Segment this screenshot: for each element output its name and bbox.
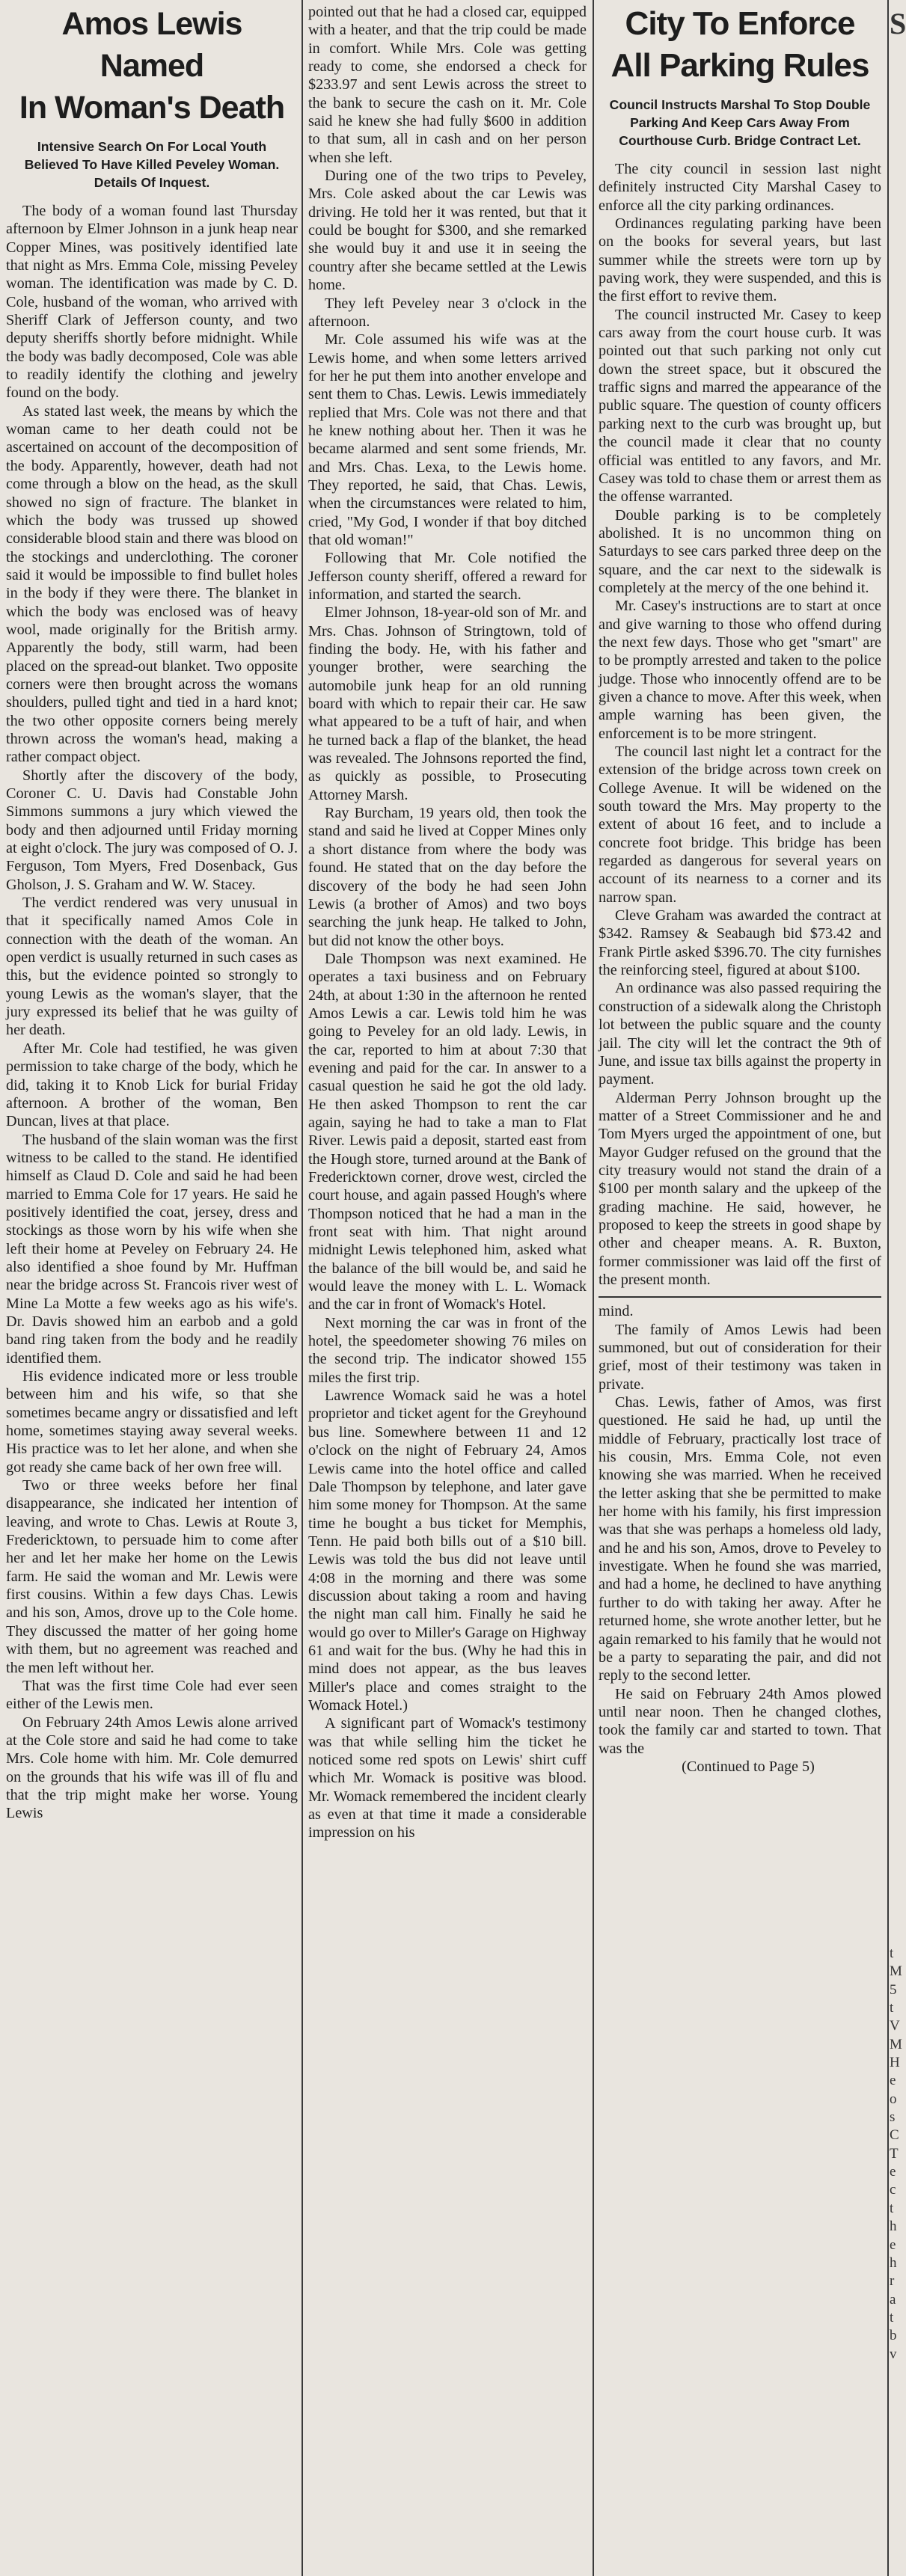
cut-off-letter: 5 — [890, 1981, 897, 1998]
headline-line-1: Amos Lewis Named — [61, 6, 242, 84]
paragraph: They left Peveley near 3 o'clock in the afternoon. — [308, 295, 587, 330]
paragraph: A significant part of Womack's testimony was that while selling him the ticket he noticed some red spots on Lewis' shirt cuff which Mr. Womack is positive was blood. Mr. Womack remembered the incident clearly as even at that time it made a considerable impression on his — [308, 1715, 587, 1841]
paragraph: pointed out that he had a closed car, equipped with a heater, and that the trip could be made in comfort. While Mrs. Cole was getting ready to come, she endorsed a check for $233.97 and sent Lewis across the street to the bank to secure the cash on it. Mr. Cole said he knew she had fully $600 in addition to that sum, all in cash and on her person when she left. — [308, 4, 587, 166]
cut-off-letter: e — [890, 2164, 896, 2180]
cut-off-letter: V — [890, 2018, 900, 2034]
subheadline: Intensive Search On For Local Youth Believed To Have Killed Peveley Woman. Details Of Inquest. — [24, 139, 280, 190]
paragraph: Cleve Graham was awarded the contract at $342. Ramsey & Seabaugh bid $73.42 and Frank Pirtle asked $396.70. The city furnishes the reinforcing steel, figured at about $100. — [599, 907, 881, 979]
paragraph: The body of a woman found last Thursday afternoon by Elmer Johnson in a junk heap near Copper Mines, was positively identified late that night as Mrs. Emma Cole, missing Peveley woman. The identification was made by C. D. Cole, husband of the woman, who arrived with Sheriff Clark of Jefferson county, and two deputy sheriffs shortly before midnight. While the body was badly decomposed, Cole was able to readily identify the clothing and jewelry found on the body. — [6, 203, 298, 402]
amos-lewis-article-continued — [308, 3, 587, 2569]
article-body — [599, 160, 881, 1289]
cut-off-letter: C — [890, 2127, 899, 2144]
headline-line-2: In Woman's Death — [19, 90, 285, 126]
cut-off-text — [890, 1945, 902, 2364]
paragraph: The husband of the slain woman was the first witness to be called to the stand. He identified himself as Claud D. Cole and said he had been married to Emma Cole for 17 years. He said he positively identified the coat, jersey, dress and stockings as those worn by his wife when she left their home at Peveley on February 24. He also identified a shoe found by Mr. Huffman near the bridge across St. Francois river west of Mine La Motte a few weeks ago as his wife's. Dr. Davis showed him an earbob and a gold band ring taken from the body and he readily identified them. — [6, 1131, 298, 1367]
cut-off-letter: t — [890, 2200, 894, 2216]
article-body — [6, 202, 298, 1823]
headline-line-1: City To Enforce — [625, 5, 855, 42]
paragraph: Next morning the car was in front of the hotel, the speedometer showing 76 miles on the second trip. The indicator showed 155 miles the first trip. — [308, 1314, 587, 1386]
cut-off-letter: M — [890, 1963, 902, 1980]
cut-off-letter: T — [890, 2145, 899, 2162]
paragraph: That was the first time Cole had ever seen either of the Lewis men. — [6, 1677, 298, 1713]
article-continuation — [599, 1302, 881, 1758]
paragraph: After Mr. Cole had testified, he was given permission to take charge of the body, which he did, taking it to Knob Lick for burial Friday afternoon. A brother of the woman, Ben Duncan, lives at that place. — [6, 1040, 298, 1130]
paragraph: His evidence indicated more or less trouble between him and his wife, so that she sometimes became angry or dissatisfied and left home, sometimes staying away several weeks. His practice was to let her alone, and when she got ready she came back of her own free will. — [6, 1368, 298, 1476]
column-rule — [887, 0, 889, 2576]
paragraph: Dale Thompson was next examined. He operates a taxi business and on February 24th, at about 1:30 in the afternoon he rented Amos Lewis a car. Lewis told him he was going to Peveley for an old lady. Lewis, in the car, reported to him at about 7:30 that evening and paid for the car. In answer to a casual question he said he got the old lady. He then asked Thompson to rent the car again, saying he had to take a man to Flat River. Lewis paid a deposit, started east from the Hough store, turned around at the Bank of Fredericktown corner, drove west, circled the court house, and again passed Hough's where Thompson noticed that he had a man in the front seat with him. That night around midnight Lewis telephoned him, asked what the balance of the bill would be, and said he would leave the money with L. L. Womack and the car in front of Womack's Hotel. — [308, 950, 587, 1313]
paragraph: Shortly after the discovery of the body, Coroner C. U. Davis had Constable John Simmons summons a jury which viewed the body and then adjourned until Friday morning at eight o'clock. The jury was composed of O. J. Ferguson, Tom Myers, Fred Dosenback, Gus Gholson, J. S. Graham and W. W. Stacey. — [6, 767, 298, 893]
paragraph: The verdict rendered was very unusual in that it specifically named Amos Cole in connection with the death of the woman. An open verdict is usually returned in such cases as this, but the evidence pointed so strongly to young Lewis as the woman's slayer, that the jury expressed its belief that he was guilty of her death. — [6, 895, 298, 1039]
paragraph: Alderman Perry Johnson brought up the matter of a Street Commissioner and he and Tom Myers urged the appointment of one, but Mayor Gudger refused on the ground that the city treasury would not stand the drain of a $100 per month salary and the upkeep of the grading machine. He said, however, he proposed to keep the streets in good shape by other and cheaper means. A. R. Buxton, former commissioner was laid off the first of the present month. — [599, 1089, 881, 1288]
cut-off-letter: v — [890, 2346, 897, 2362]
cut-off-letter: t — [890, 2000, 894, 2017]
paragraph: The family of Amos Lewis had been summoned, but out of consideration for their grief, most of their testimony was taken in private. — [599, 1321, 881, 1393]
paragraph: The council instructed Mr. Casey to keep cars away from the court house curb. It was pointed out that such parking not only cut down the street space, but it obscured the traffic signs and marred the appearance of the public square. The question of county officers parking next to the curb was brought up, but the council made it clear that no county official was entitled to any favors, and Mr. Casey was told to chase them or arrest them as the offense warranted. — [599, 306, 881, 506]
paragraph: Lawrence Womack said he was a hotel proprietor and ticket agent for the Greyhound bus line. Somewhere between 11 and 12 o'clock on the night of February 24, Amos Lewis came into the hotel office and called Dale Thompson by telephone, and later gave him some money for Thompson. At the same time he bought a bus ticket for Memphis, Tenn. He paid both bills out of a $10 bill. Lewis was told the bus did not leave until 4:08 in the morning and there was some discussion about taking a room and having the night man call him. Finally he said he would go over to Miller's Garage on Highway 61 and wait for the bus. (Why he had this in mind does not appear, as the bus leaves Miller's place and comes straight to the Womack Hotel.) — [308, 1387, 587, 1714]
column-rule — [302, 0, 303, 2576]
subheadline: Council Instructs Marshal To Stop Double Parking And Keep Cars Away From Courthouse Curb. Bridge Contract Let. — [609, 97, 871, 148]
paragraph: On February 24th Amos Lewis alone arrived at the Cole store and said he had come to take Mrs. Cole home with him. Mr. Cole demurred on the grounds that his wife was ill of flu and that the trip might make her worse. Young Lewis — [6, 1714, 298, 1822]
paragraph: Ordinances regulating parking have been on the books for several years, but last summer while the streets were torn up by paving work, they were suspended, and this is the first effort to revive them. — [599, 215, 881, 305]
headline — [599, 3, 881, 87]
cut-off-letter: h — [890, 2254, 897, 2271]
cut-off-headline: S — [890, 7, 906, 40]
parking-rules-article — [599, 3, 881, 2569]
paragraph: Two or three weeks before her final disappearance, she indicated her intention of leaving, and wrote to Chas. Lewis at Route 3, Fredericktown, to persuade him to come after her and let her make her home on the Lewis farm. He said the woman and Mr. Lewis were first cousins. Within a few days Chas. Lewis and his son, Amos, drove up to the Cole home. They discussed the matter of her going home with them, but no agreement was reached and the men left without her. — [6, 1477, 298, 1676]
paragraph: Mr. Cole assumed his wife was at the Lewis home, and when some letters arrived for her he put them into another envelope and sent them to Chas. Lewis. Lewis immediately replied that Mrs. Cole was not there and that he knew nothing about her. Then it was he became alarmed and sent some friends, Mr. and Mrs. Chas. Lexa, to the Lewis home. They reported, he said, that Chas. Lewis, when the circumstances were related to him, cried, "My God, I wonder if that boy ditched that old woman!" — [308, 331, 587, 548]
cut-off-letter: r — [890, 2273, 895, 2290]
paragraph: Chas. Lewis, father of Amos, was first questioned. He said he had, up until the middle of February, practically lost trace of his cousin, Mrs. Emma Cole, not even knowing she was married. When he received the letter asking that she be permitted to make her home with his family, his first impression was that she was perhaps a homeless old lady, and he and his son, Amos, drove to Peveley to investigate. When he found she was married, and had a home, he declined to have anything further to do with taking her away. After he returned home, she wrote another letter, but he again remarked to his family that he would not be a party to separating the pair, and did not reply to the second letter. — [599, 1394, 881, 1684]
article-divider — [599, 1296, 881, 1298]
cut-off-letter: t — [890, 1945, 894, 1961]
paragraph: Mr. Casey's instructions are to start at once and give warning to those who offend during the next few days. Those who get "smart" are to be promptly arrested and taken to the police judge. Those who innocently offend are to be given a chance to move. After this week, when ample warning has been given, the enforcement is to be more stringent. — [599, 598, 881, 742]
paragraph: mind. — [599, 1303, 634, 1320]
cut-off-letter: a — [890, 2291, 896, 2307]
cut-off-letter: t — [890, 2309, 894, 2325]
cut-off-letter: H — [890, 2055, 900, 2071]
cut-off-letter: s — [890, 2109, 896, 2126]
headline-line-2: All Parking Rules — [610, 47, 869, 84]
cut-off-letter: o — [890, 2091, 897, 2107]
continued-note: (Continued to Page 5) — [682, 1758, 815, 1775]
cut-off-letter: h — [890, 2218, 897, 2235]
paragraph: Double parking is to be completely abolished. It is no uncommon thing on Saturdays to see cars parked three deep on the square, and the car next to the sidewalk is completely at the mercy of the one behind it. — [599, 506, 881, 596]
cut-off-letter: e — [890, 2073, 896, 2089]
paragraph: The council last night let a contract for the extension of the bridge across town creek on College Avenue. It will be widened on the south toward the Mrs. May property to the extent of about 16 feet, and to include a concrete foot bridge. This bridge has been regarded as dangerous for several years on account of its nearness to a corner and its narrow span. — [599, 743, 881, 906]
amos-lewis-article — [6, 3, 298, 2569]
adjacent-column-fragment — [890, 0, 906, 2576]
cut-off-letter: e — [890, 2236, 896, 2253]
column-rule — [593, 0, 594, 2576]
paragraph: Elmer Johnson, 18-year-old son of Mr. and Mrs. Chas. Johnson of Stringtown, told of finding the body. He, with his father and younger brother, were searching the automobile junk heap for an old running board with which to repair their car. He saw what appeared to be a tuft of hair, and when he turned back a flap of the blanket, the head was revealed. The Johnsons reported the find, as quickly as possible, to Prosecuting Attorney Marsh. — [308, 604, 587, 803]
cut-off-letter: b — [890, 2328, 897, 2344]
paragraph: An ordinance was also passed requiring the construction of a sidewalk along the Christoph lot between the public square and the county jail. The city will let the contract the 9th of June, and issue tax bills against the property in payment. — [599, 980, 881, 1088]
paragraph: Following that Mr. Cole notified the Jefferson county sheriff, offered a reward for information, and started the search. — [308, 550, 587, 603]
paragraph: As stated last week, the means by which the woman came to her death could not be ascertained on account of the decomposition of the body. Apparently, however, death had not come through a blow on the head, as the skull showed no sign of fracture. The blanket in which the body was trussed up showed considerable blood stain and there was blood on the stockings and underclothing. The coroner said it would be impossible to find bullet holes in the body if they were there. The blanket in which the body was enclosed was of heavy wool, made originally for the British army. Apparently the body, still warm, had been placed on the spread-out blanket. Two opposite corners were then brought across the womans shoulders, pulled tight and tied in a hard knot; the two other opposite corners being merely thrown across the woman's head, making a rather compact object. — [6, 402, 298, 766]
paragraph: He said on February 24th Amos plowed until near noon. Then he changed clothes, took the family car and started to town. That was the — [599, 1685, 881, 1757]
cut-off-letter: c — [890, 2182, 896, 2198]
paragraph: The city council in session last night definitely instructed City Marshal Casey to enforce all the city parking ordinances. — [599, 161, 881, 214]
paragraph: During one of the two trips to Peveley, Mrs. Cole asked about the car Lewis was driving. He told her it was rented, but that it could be bought for $300, and she remarked she would buy it and use it in seeing the country after she became settled at the Lewis home. — [308, 168, 587, 294]
cut-off-letter: M — [890, 2036, 902, 2052]
paragraph: Ray Burcham, 19 years old, then took the stand and said he lived at Copper Mines only a short distance from where the body was found. He stated that on the day before the discovery of the body he had seen John Lewis (a brother of Amos) and two boys searching the junk heap. He talked to John, but did not know the other boys. — [308, 805, 587, 949]
headline — [6, 3, 298, 129]
article-body — [308, 3, 587, 1842]
